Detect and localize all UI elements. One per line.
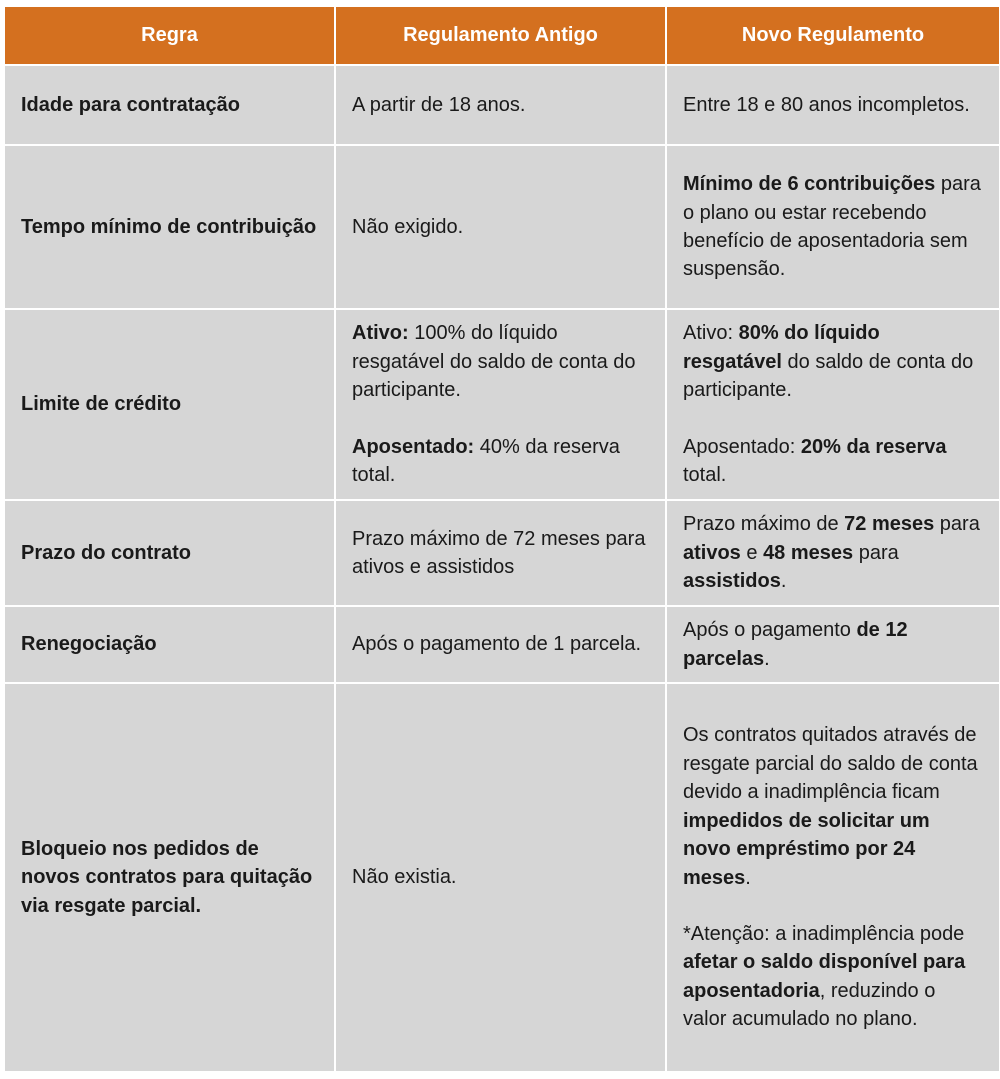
text: *Atenção: a inadimplência pode bbox=[683, 922, 965, 945]
bold-text: assistidos bbox=[683, 570, 781, 593]
block-paragraph bbox=[683, 721, 983, 891]
text: . bbox=[764, 647, 770, 670]
bold-text: de 12 parcelas bbox=[683, 619, 908, 670]
bold-text: 20% da reserva bbox=[800, 435, 947, 458]
text: 100% do líquido resgatável do saldo de conta do participante. bbox=[352, 322, 636, 402]
table-row bbox=[5, 310, 999, 499]
attention-note bbox=[683, 920, 983, 1034]
text: para o plano ou estar recebendo benefício de aposentadoria sem suspensão. bbox=[683, 173, 981, 281]
table-row bbox=[5, 66, 999, 144]
rule-cell: Bloqueio nos pedidos de novos contratos para quitação via resgate parcial. bbox=[5, 684, 334, 1071]
text: Ativo: bbox=[683, 322, 739, 345]
bold-text: afetar o saldo disponível para aposentadoria bbox=[683, 951, 966, 1002]
rule-cell: Limite de crédito bbox=[5, 310, 334, 499]
old-cell: Não existia. bbox=[336, 684, 665, 1071]
bold-text: impedidos de solicitar um novo empréstimo por 24 meses bbox=[683, 809, 930, 889]
text: do saldo de conta do participante. bbox=[683, 350, 974, 402]
text: e bbox=[740, 541, 764, 564]
bold-text: 48 meses bbox=[763, 541, 854, 564]
text: Prazo máximo de bbox=[683, 513, 845, 536]
text: para bbox=[853, 541, 899, 564]
header-row bbox=[5, 7, 999, 64]
text: , reduzindo o valor acumulado no plano. bbox=[683, 979, 936, 1031]
bold-text: Ativo: bbox=[352, 322, 409, 345]
retired-paragraph bbox=[683, 433, 983, 490]
table-row bbox=[5, 607, 999, 682]
active-paragraph bbox=[352, 319, 649, 404]
retired-paragraph bbox=[352, 433, 649, 490]
new-cell bbox=[667, 146, 999, 308]
bold-text: Mínimo de 6 contribuições bbox=[683, 173, 936, 196]
rule-cell: Idade para contratação bbox=[5, 66, 334, 144]
old-cell: A partir de 18 anos. bbox=[336, 66, 665, 144]
text: Os contratos quitados através de resgate parcial do saldo de conta devido a inadimplência ficam bbox=[683, 724, 978, 804]
new-cell bbox=[667, 501, 999, 605]
text: Após o pagamento bbox=[683, 619, 857, 642]
rule-cell: Renegociação bbox=[5, 607, 334, 682]
old-cell: Após o pagamento de 1 parcela. bbox=[336, 607, 665, 682]
table-row bbox=[5, 146, 999, 308]
new-cell bbox=[667, 684, 999, 1071]
table-row bbox=[5, 501, 999, 605]
header-rule: Regra bbox=[5, 7, 334, 64]
active-paragraph bbox=[683, 319, 983, 404]
text: para bbox=[934, 513, 980, 536]
text: Aposentado: bbox=[683, 435, 801, 458]
old-cell bbox=[336, 310, 665, 499]
text: . bbox=[780, 570, 787, 593]
header-new-regulation: Novo Regulamento bbox=[667, 7, 999, 64]
header-old-regulation: Regulamento Antigo bbox=[336, 7, 665, 64]
comparison-table bbox=[3, 5, 1000, 1073]
table-row bbox=[5, 684, 999, 1071]
new-cell: Entre 18 e 80 anos incompletos. bbox=[667, 66, 999, 144]
rule-cell: Tempo mínimo de contribuição bbox=[5, 146, 334, 308]
text: . bbox=[745, 866, 751, 889]
new-cell bbox=[667, 607, 999, 682]
old-cell: Prazo máximo de 72 meses para ativos e assistidos bbox=[336, 501, 665, 605]
text: total. bbox=[683, 464, 727, 487]
rule-cell: Prazo do contrato bbox=[5, 501, 334, 605]
bold-text: 72 meses bbox=[844, 513, 935, 536]
new-cell bbox=[667, 310, 999, 499]
bold-text: ativos bbox=[683, 541, 741, 564]
text: 40% da reserva total. bbox=[352, 435, 620, 487]
bold-text: 80% do líquido resgatável bbox=[683, 322, 880, 373]
old-cell: Não exigido. bbox=[336, 146, 665, 308]
bold-text: Aposentado: bbox=[352, 435, 475, 458]
